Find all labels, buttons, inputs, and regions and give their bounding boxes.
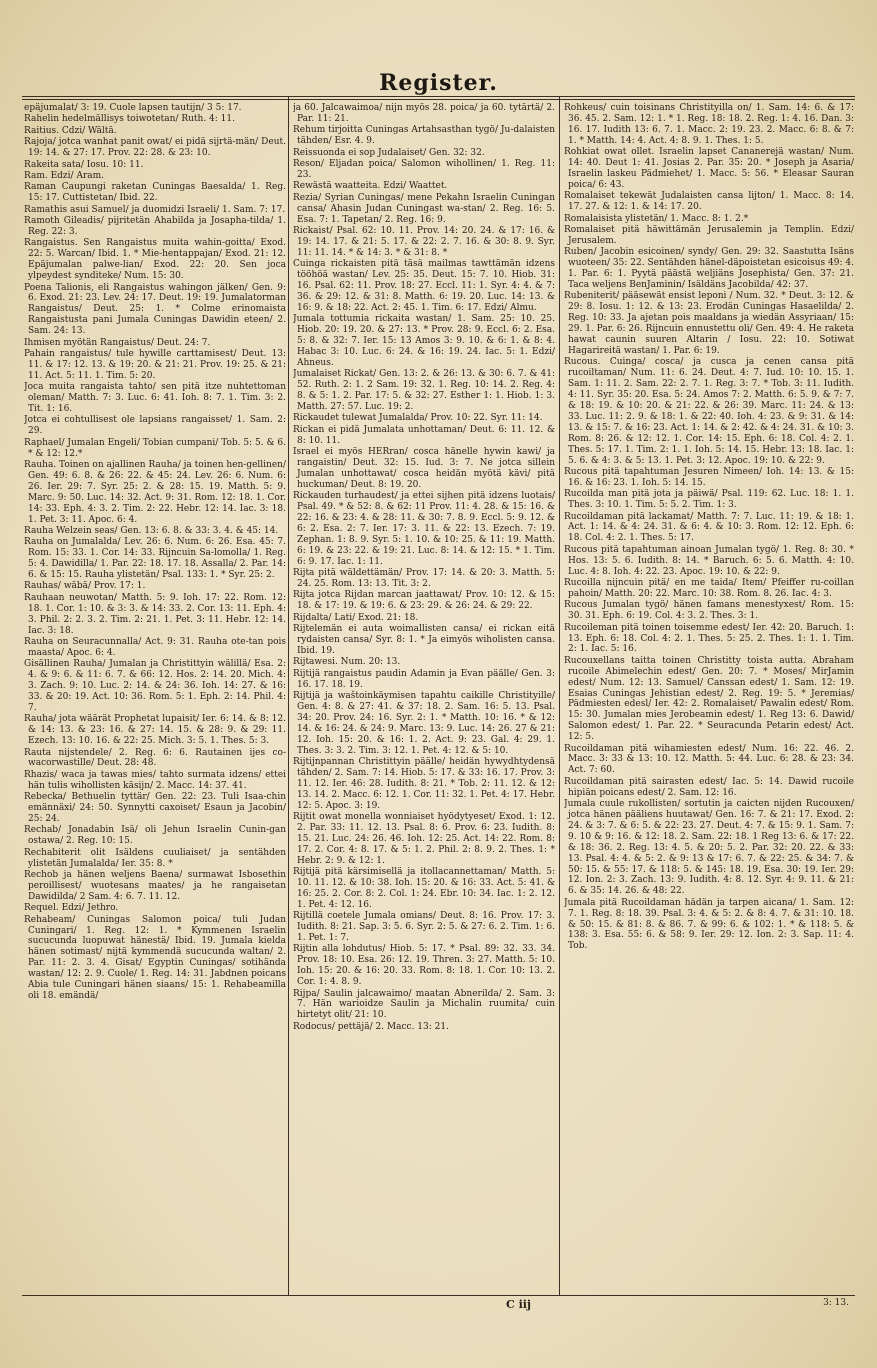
index-entry: Raitius. Cdzi/ Wältä.: [24, 125, 117, 136]
index-entry: Ramoth Gileadis/ pijritetän Ahabilda ja Josapha-tilda/ 1. Reg. 22: 3.: [24, 216, 286, 237]
index-entry: Rijtijä rangaistus paudin Adamin ja Evan päälle/ Gen. 3: 16. 17. 18. 19.: [293, 668, 555, 690]
index-entry: Rijtillä coetele Jumala omians/ Deut. 8: 16. Prov. 17: 3. Iudith. 8: 21. Sap. 3: 5. 6. Syr. 2: 5. & 27: 6. 2. Tim. 1: 6. 1. Pet. 1: 7.: [293, 911, 555, 943]
index-entry: Rucouxellans taitta toinen Christitty toista autta. Abraham rucoile Abimelechin edest/ Gen. 20: 7. * Moses/ MirJamin edest/ Num. 12: 13. Samuel/ Canssan edest/ 1. Sam. 12: 19. Esaias Cuningas Jehistian edest/ 2. Reg. 19: 5. * Jeremias/ Pädmiesten edesl/ Ier. 42: 2. Romalaiset/ Pawalin edest/ Rom. 15: 30. Jumalan mies Jerobeamin edest/ 1. Reg 13: 6. Dawid/ Salomon edest/ 1. Par. 22. * Seuracunda Petarin edest/ Act. 12: 5.: [564, 655, 854, 743]
index-entry: Rohkeus/ cuin toisinans Christityilla on/ 1. Sam. 14: 6. & 17: 36. 45. 2. Sam. 12: 1. * 1. Reg. 18: 18. 2. Reg. 1: 4. 16. Dan. 3: 16. 17. Iudith 13: 6. 7. 1. Macc. 2: 19. 23. 2. Macc. 6: 8. & 7: 1. * Matth. 14: 4. Act. 4: 8. 9. 1. Thes. 1: 5.: [564, 103, 854, 146]
index-entry: Raman Caupungi raketan Cuningas Baesalda/ 1. Reg. 15: 17. Cuttistetan/ Ibid. 22.: [24, 182, 286, 204]
index-entry: Rajoja/ jotca wanhat panit owat/ ei pidä sijrtä-män/ Deut. 19: 14. & 27: 17. Prov. 22: 28. & 23: 10.: [24, 137, 286, 159]
index-entry: Rijtit owat monella wonniaiset hyödytyeset/ Exod. 1: 12. 2. Par. 33: 11. 12. 13. Psal. 8: 6. Prov. 6: 23. Iudith. 8: 15. 21. Luc. 24: 26. 46. Ioh. 12: 25. Act. 14: 22. Rom. 8: 17. 2. Cor. 4: 8. 17. & 5: 1. 2. Phil. 2: 8. 9. 2. Thes. 1: * Hebr. 2: 9. & 12: 1.: [293, 812, 555, 866]
index-entry: Rakeita sata/ Iosu. 10: 11.: [24, 159, 144, 170]
index-entry: Rijtin alla lohdutus/ Hiob. 5: 17. * Psal. 89: 32. 33. 34. Prov. 18: 10. Esa. 26: 12. 19. Thren. 3: 27. Matth. 5: 10. Ioh. 15: 20. & 16: 20. 33. Rom. 8: 18. 1. Cor. 10: 13. 2. Cor. 1: 4. 8. 9.: [293, 944, 555, 988]
index-entry: Jumalaiset Rickat/ Gen. 13: 2. & 26: 13. & 30: 6. 7. & 41: 52. Ruth. 2: 1. 2 Sam. 19: 32. 1. Reg. 10: 14. 2. Reg. 4: 8. & 5: 1. 2. Par. 17: 5. & 32: 27. Esther 1: 1. Hiob. 1: 3. Matth. 27: 57. Luc. 19: 2.: [293, 369, 555, 412]
index-entry: Romalaisista ylistetän/ 1. Macc. 8: 1. 2.*: [564, 213, 749, 224]
index-entry: Rauha on Seuracunnalla/ Act. 9: 31. Rauha ote-tan pois maasta/ Apoc. 6: 4.: [24, 637, 286, 658]
index-entry: Gisällinen Rauha/ Jumalan ja Christittyin wälillä/ Esa. 2: 4. & 9: 6. & 11: 6. 7. & 66: 12. Hos. 2: 14. 20. Mich. 4: 3. Zach. 9: 10. Luc. 2: 14. & 24: 36. Ioh. 14: 27. & 16: 33. & 20: 19. Act. 10: 36. Rom. 5: 1. Eph. 2: 14. Phil. 4: 7.: [24, 659, 286, 713]
index-entry: Jumala tottumia rickaita wastan/ 1. Sam. 25: 10. 25. Hiob. 20: 19. 20. & 27: 13. * Prov. 28: 9. Eccl. 6: 2. Esa. 5: 8. & 32: 7. Ier. 15: 13 Amos 3: 9. 10. & 6: 1. & 8: 4. Habac 3: 10. Luc. 6: 24. & 16: 19. 24. Iac. 5: 1. Edzi/ Ahneus.: [293, 314, 555, 368]
index-entry: Rauha on Jumalalda/ Lev. 26: 6. Num. 6: 26. Esa. 45: 7. Rom. 15: 33. 1. Cor. 14: 33. Rijncuin Sa-lomolla/ 1. Reg. 5: 4. Dawidilla/ 1. Par. 22: 18. 17. 18. Assalla/ 2. Par. 14: 6. & 15: 15. Rauha ylistetän/ Psal. 133: 1. * Syr. 25: 2.: [24, 537, 286, 581]
index-column-1: [24, 103, 286, 1291]
index-column-3: [564, 103, 854, 1291]
index-entry: Rijtijnpannan Christittyin päälle/ heidän hywydhtydensä tähden/ 2. Sam. 7: 14. Hiob. 5: 17. & 33: 16. 17. Prov. 3: 11. 12. Ier. 46: 28. Iudith. 8: 21. * Tob. 2: 11. 12. & 12: 13. 14. 2. Macc. 6: 12. 1. Cor. 11: 32. 1. Pet. 4: 17. Hebr. 12: 5. Apoc. 3: 19.: [293, 756, 555, 811]
index-entry: Israel ei myös HERran/ cosca hänelle hywin kawi/ ja rangaistin/ Deut. 32: 15. Iud. 3: 7. Ne jotca sillein Jumalan unhottawat/ cosca heidän myötä kävi/ pitä huckuman/ Deut. 8: 19. 20.: [293, 447, 555, 490]
page-title: Register.: [379, 70, 498, 96]
index-entry: Rangaistus. Sen Rangaistus muita wahin-goitta/ Exod. 22: 5. Warcan/ Ibid. 1. * Mie-hentappajan/ Exod. 21: 12. Epäjumalan palwe-lian/ Exod. 22: 20. Sen joca ylpeydest synditeke/ Num. 15: 30.: [24, 238, 286, 282]
index-entry: Rucoileman pitä toinen toisemme edest/ Ier. 42: 20. Baruch. 1: 13. Eph. 6: 18. Col. 4: 2. 1. Thes. 5: 25. 2. Thes. 1: 1. 1. Tim. 2: 1. Iac. 5: 16.: [564, 622, 854, 655]
index-entry: Rucous pitä tapahtuman ainoan Jumalan tygö/ 1. Reg. 8: 30. * Hos. 13: 5. 6. Iudith. 8: 14. * Baruch. 6: 5. 6. Matth. 4: 10. Luc. 4: 8. Ioh. 4: 22. 23. Apoc. 19: 10. & 22: 9.: [564, 544, 854, 577]
column-divider: [559, 96, 560, 1295]
index-entry: Romalaiset tekewät Judalaisten cansa lijton/ 1. Macc. 8: 14. 17. 27. & 12: 1. & 14: 17. 20.: [564, 191, 854, 213]
index-entry: Rahelin hedelmällisys toiwotetan/ Ruth. 4: 11.: [24, 114, 235, 125]
index-entry: Rijtelemän ei auta woimallisten cansa/ ei rickan eitä rydaisten cansa/ Syr. 8: 1. * Ja eimyös wiholisten cansa. Ibid. 19.: [293, 624, 555, 656]
index-entry: Rucous pitä tapahtuman Jesuren Nimeen/ Ioh. 14: 13. & 15: 16. & 16: 23. 1. Ioh. 5: 14. 15.: [564, 466, 854, 488]
index-entry: Jumala cuule rukollisten/ sortutin ja caicten nijden Rucouxen/ jotca hänen pääliens huutawat/ Gen. 16: 7. & 21: 17. Exod. 2: 24. & 3: 7. & 6: 5. & 22: 23. 27. Deut. 4: 7. & 15: 9. 1. Sam. 7: 9. 10 & 9: 16. & 12: 18. 2. Sam. 22: 18. 1 Reg 13: 6. & 17: 22. & 18: 36. 2. Reg. 13: 4. 5. & 20: 5. 2. Par. 32: 20. 22. & 33: 13. Psal. 4: 4. & 5: 2. & 9: 13 & 17: 6. 7. & 22: 25. & 34: 7. & 50: 15. & 55: 17. & 118: 5. & 145: 18. 19. Esa. 30: 19. Ier. 29: 12. Ion. 2: 3. Zach. 13: 9. Iudith. 4: 8. 12. Syr. 4: 9. 11. & 21: 6. & 35: 14. 26. & 48: 22.: [564, 799, 854, 897]
index-entry: Ruben/ Jacobin esicoinen/ syndy/ Gen. 29: 32. Saastutta Isäns wuoteen/ 35: 22. Sentähden hänel-däpoistetan esicoisus 49: 4. 1. Par. 6: 1. Pyytä päästä weljiäns Josephista/ Gen. 37: 21. Taca weljens BenJaminin/ Isäldäns Jacobilda/ 42: 37.: [564, 247, 854, 290]
index-entry: Rodocus/ pettäjä/ 2. Macc. 13: 21.: [293, 1021, 449, 1032]
index-entry: Rauha Welzein seas/ Gen. 13: 6. 8. & 33: 3. 4. & 45: 14.: [24, 525, 279, 536]
index-entry: Rechabiterit olit Isäldens cuuliaiset/ ja sentähden ylistetän Jumalalda/ Ier. 35: 8. *: [24, 847, 286, 869]
index-entry: Cuinga rickaisten pitä täsä mailmas tawttämän idzens tööhöä wastan/ Lev. 25: 35. Deut. 15: 7. 10. Hiob. 31: 16. Psal. 62: 11. Prov. 18: 27. Eccl. 11: 1. Syr. 4: 4. & 7: 36. & 29: 12. & 31: 8. Matth. 6: 19. 20. Luc. 14: 13. & 16: 9. & 18: 22. Act. 2: 45. 1. Tim. 6: 17. Edzi/ Almu.: [293, 259, 555, 313]
index-entry: Romalaiset pitä häwittämän Jerusalemin ja Templin. Edzi/ Jerusalem.: [564, 224, 854, 246]
index-entry: Ihmisen myötän Rangaistus/ Deut. 24: 7.: [24, 337, 211, 348]
index-entry: Rickan ei pidä Jumalata unhottaman/ Deut. 6: 11. 12. & 8: 10. 11.: [293, 424, 555, 446]
index-entry: Poena Talionis, eli Rangaistus wahingon jälken/ Gen. 9: 6. Exod. 21: 23. Lev. 24: 17. Deut. 19: 19. Jumalatorman Rangaistus/ Deut. 25: 1. * Colme erinomaista Rangaistusta pani Jumala Cuningas Dawidin eteen/ 2. Sam. 24: 13.: [24, 282, 286, 337]
header-rule: [22, 96, 855, 97]
index-entry: Rucous Jumalan tygö/ hänen famans menestyxest/ Rom. 15: 30. 31. Eph. 6: 19. Col. 4: 3. 2. Thes. 3: 1.: [564, 600, 854, 622]
index-entry: Rauta nijstendele/ 2. Reg. 6: 6. Rautainen ijes co-wacorwastille/ Deut. 28: 48.: [24, 747, 286, 769]
footer-rule: [22, 1295, 855, 1296]
index-entry: Rickaudet tulewat Jumalalda/ Prov. 10: 22. Syr. 11: 14.: [293, 413, 543, 424]
index-entry: Rezia/ Syrian Cuningas/ mene Pekahn Israelin Cuningan cansa/ Ahasin Judan Cuningast wa-stan/ 2. Reg. 16: 5. Esa. 7: 1. Tapetan/ 2. Reg. 16: 9.: [293, 192, 555, 225]
index-entry: Rechab/ Jonadabin Isä/ oli Jehun Israelin Cunin-gan ostawa/ 2. Reg. 10: 15.: [24, 825, 286, 847]
index-entry: Rechob ja hänen weljens Baena/ surmawat Isbosethin peroillisest/ wuotesans maates/ ja he rangaisetan Dawidilda/ 2 Sam. 4: 6. 7. 11. 12.: [24, 870, 286, 902]
index-entry: Rohkiat owat ollet. Israelin lapset Cananerejä wastan/ Num. 14: 40. Deut 1: 41. Josias 2. Par. 35: 20. * Joseph ja Asaria/ Israelin laskeu Pädmiehet/ 1. Macc. 5: 56. * Eleasar Sauran poica/ 6: 43.: [564, 147, 854, 190]
index-entry: Joca muita rangaista tahto/ sen pitä itze nuhtettoman oleman/ Matth. 7: 3. Luc. 6: 41. Ioh. 8: 7. 1. Tim. 3: 2. Tit. 1: 16.: [24, 382, 286, 414]
page-footer: [22, 1298, 855, 1314]
index-entry: Rucoildaman pitä sairasten edest/ Iac. 5: 14. Dawid rucoile hipiän poicans edest/ 2. Sam. 12: 16.: [564, 776, 854, 798]
index-entry: Rickauden turhaudest/ ja ettei sijhen pitä idzens luotais/ Psal. 49. * & 52: 8. & 62: 11 Prov. 11: 4. 28. & 15: 16. & 22: 16. & 23: 4. & 28: 11. & 30: 7. 8. 9. Eccl. 5: 9. 12. & 6: 2. Esa. 2: 7. Ier. 17: 3. 11. & 22: 13. Ezech. 7: 19. Zephan. 1: 8. 9. Syr. 5: 1. 10. & 10: 25. & 11: 19. Matth. 6: 19. & 23: 22. & 19: 21. Luc. 8: 14. & 12: 15. * 1. Tim. 6: 9. 17. Iac. 1: 11.: [293, 491, 555, 567]
index-entry: Rijdalta/ Lati/ Exod. 21: 18.: [293, 612, 419, 623]
index-entry: Requel. Edzi/ Jethro.: [24, 903, 119, 914]
index-entry: Rehabeam/ Cuningas Salomon poica/ tuli Judan Cuningari/ 1. Reg. 12: 1. * Kymmenen Israelin sucucunda luopuwat hänestä/ Ibid. 19. Jumala kielda hänen sotimast/ nijtä kymmendä sucucunda waltan/ 2. Par. 11: 2. 3. 4. Gisat/ Egyptin Cuningas/ sotihända wastan/ 12: 2. 9. Cuole/ 1. Reg. 14: 31. Jabdnen poicans Abia tule Cuningari hänen siaans/ 15: 1. Rehabeamilla oli 18. emändä/: [24, 914, 286, 1001]
index-entry: Rhazis/ waca ja tawas mies/ tahto surmata idzens/ ettei hän tulis wihollisten käsijn/ 2. Macc. 14: 37. 41.: [24, 769, 286, 791]
column-divider: [288, 96, 289, 1295]
index-entry: Rauhaan neuwotan/ Matth. 5: 9. Ioh. 17: 22. Rom. 12: 18. 1. Cor. 1: 10. & 3: 3. & 14: 33. 2. Cor. 13: 11. Eph. 4: 3. Phil. 2: 2. 3. 2. Tim. 2: 21. 1. Pet. 3: 11. Hebr. 12: 14. Iac. 3: 18.: [24, 592, 286, 636]
index-entry: Rucoildaman pitä wihamiesten edest/ Num. 16: 22. 46. 2. Macc. 3: 33 & 13: 10. 12. Matth. 5: 44. Luc. 6: 28. & 23: 34. Act. 7: 60.: [564, 743, 854, 776]
index-column-2: [293, 103, 555, 1291]
index-entry: Rehum tirjoitta Cuningas Artahsasthan tygö/ Ju-dalaisten tähden/ Esr. 4. 9.: [293, 125, 555, 147]
index-entry: Rucoilda man pitä jota ja päiwä/ Psal. 119: 62. Luc. 18: 1. 1. Thes. 3: 10. 1. Tim. 5: 5. 2. Tim. 1: 3.: [564, 489, 854, 511]
index-entry: Raphael/ Jumalan Engeli/ Tobian cumpani/ Tob. 5: 5. & 6. * & 12: 12.*: [24, 437, 286, 459]
index-entry: Ramathis asui Samuel/ ja duomidzi Israeli/ 1. Sam. 7: 17.: [24, 204, 286, 215]
index-entry: ja 60. Jalcawaimoa/ nijn myös 28. poica/ ja 60. tytärtä/ 2. Par. 11: 21.: [293, 103, 555, 124]
index-entry: Rucoildaman pitä lackamat/ Matth. 7: 7. Luc. 11: 19. & 18: 1. Act. 1: 14. & 4: 24. 31. & 6: 4. & 10: 3. Rom. 12: 12. Eph. 6: 18. Col. 4: 2. 1. Thes. 5: 17.: [564, 511, 854, 544]
index-entry: Rijtijä pitä kärsimisellä ja itollacannettaman/ Matth. 5: 10. 11. 12. & 10: 38. Ioh. 15: 20. & 16: 33. Act. 5: 41. & 16: 25. 2. Cor. 8: 2. Col. 1: 24. Ebr. 10: 34. Iac. 1: 2. 12. 1. Pet. 4: 12. 16.: [293, 867, 555, 910]
signature-mark: C iij: [506, 1298, 531, 1311]
index-entry: Rauhas/ wäbä/ Prov. 17: 1.: [24, 581, 146, 592]
index-entry: Rewästä waatteita. Edzi/ Waattet.: [293, 181, 448, 192]
index-entry: Rijpa/ Saulin jalcawaimo/ maatan Abnerilda/ 2. Sam. 3: 7. Hän warioidze Saulin ja Michalin ruumita/ cuin hirtetyt olit/ 21: 10.: [293, 988, 555, 1021]
index-entry: Jumala pitä Rucoildaman hädän ja tarpen aicana/ 1. Sam. 12: 7. 1. Reg. 8: 18. 39. Psal. 3: 4. & 5: 2. & 8: 4. 7. & 31: 10. 18. & 50: 15. & 81: 8. & 86. 7. & 99: 6. & 102: 1. * & 118: 5. & 138: 3. Esa. 55: 6. & 58: 9. Ier. 29: 12. Ion. 2: 3. Sap. 11: 4. Tob.: [564, 897, 854, 952]
index-entry: Rijta pitä wäldettämän/ Prov. 17: 14. & 20: 3. Matth. 5: 24. 25. Rom. 13: 13. Tit. 3: 2.: [293, 568, 555, 589]
index-entry: Ram. Edzi/ Aram.: [24, 170, 105, 181]
index-entry: Rickaist/ Psal. 62: 10. 11. Prov. 14: 20. 24. & 17: 16. & 19: 14. 17. & 21: 5. 17. & 22: 2. 7. 16. & 30: 8. 9. Syr. 11: 11. 14. * & 14: 3. * & 31: 8. *: [293, 225, 555, 258]
index-entry: Pahain rangaistus/ tule hywille carttamisest/ Deut. 13: 11. & 17: 12. 13. & 19: 20. & 21: 21. Prov. 19: 25. & 21: 11. Act. 5: 11. 1. Tim. 5: 20.: [24, 348, 286, 381]
index-entry: Rijtijä ja waštoinkäymisen tapahtu caikille Christityille/ Gen. 4: 8. & 27: 41. & 37: 18. 2. Sam. 16: 5. 13. Psal. 34: 20. Prov. 24: 16. Syr. 2: 1. * Matth. 10: 16. * & 12: 14. & 16: 24. & 24: 9. Marc. 13: 9. Luc. 14: 26. 27 & 21: 12. Ioh. 15: 20. & 16: 1. 2. Act. 9: 23. Gal. 4: 29. 1. Thes. 3: 3. 2. Tim. 3: 12. 1. Pet. 4: 12. & 5: 10.: [293, 691, 555, 756]
catchword: 3: 13.: [823, 1298, 849, 1308]
index-entry: Rucoilla nijncuin pitä/ en me taida/ Item/ Pfeiffer ru-coillan pahoin/ Matth. 20: 22. Marc. 10: 38. Rom. 8. 26. Iac. 4: 3.: [564, 577, 854, 599]
index-entry: Rebecka/ Bethuelin tyttär/ Gen. 22: 23. Tuli Isaa-chin emännäxi/ 24: 50. Synnytti caxoiset/ Esaun ja Jacobin/ 25: 24.: [24, 792, 286, 824]
index-entry: Rubeniterit/ pääsewät ensist leponi / Num. 32. * Deut. 3: 12. & 29: 8. Iosu. 1: 12. & 13: 23. Erodän Cuningas Hasaelilda/ 2. Reg. 10: 33. Ja ajetan pois maaldans ja wiedän Assyriaan/ 15: 29. 1. Par. 6: 26. Rijncuin ennustettu oli/ Gen. 49: 4. He raketa hawat caunin suuren Altarin / Iosu. 22: 10. Sotiwat Hagarireitä wastan/ 1. Par. 6: 19.: [564, 291, 854, 356]
index-entry: Reissuonda ei sop Judalaiset/ Gen. 32: 32.: [293, 147, 485, 158]
index-entry: Rauha. Toinen on ajallinen Rauha/ ja toinen hen-gellinen/ Gen. 49: 6. 8. & 26: 22. & 45: 24. Lev. 26: 6. Num. 6: 26. Ier. 29: 7. Syr. 25: 2. & 28: 15. 19. Matth. 5: 9. Marc. 9: 50. Luc. 14: 32. Act. 9: 31. Rom. 12: 18. 1. Cor. 14: 33. Eph. 4: 3. 2. Tim. 2: 22. Hebr. 12: 14. Iac. 3: 18. 1. Pet. 3: 11. Apoc. 6: 4.: [24, 460, 286, 525]
index-entry: Rijta jotca Rijdan marcan jaattawat/ Prov. 10: 12. & 15: 18. & 17: 19. & 19: 6. & 23: 29. & 26: 24. & 29: 22.: [293, 590, 555, 612]
header-rule-double: [22, 99, 855, 100]
index-entry: Rijtawesi. Num. 20: 13.: [293, 657, 401, 668]
index-entry: Rauha/ jota wäärät Prophetat lupaisit/ Ier. 6: 14. & 8: 12. & 14: 13. & 23: 16. & 27: 14. 15. & 28: 9. & 29: 11. Ezech. 13: 10. 16. & 22: 25. Mich. 3: 5. 1. Thes. 5: 3.: [24, 714, 286, 747]
index-entry: Reson/ Eljadan poica/ Salomon wihollinen/ 1. Reg. 11: 23.: [293, 159, 555, 180]
index-entry: Jotca ei cohtullisest ole lapsians rangaisset/ 1. Sam. 2: 29.: [24, 415, 286, 437]
index-entry: epäjumalat/ 3: 19. Cuole lapsen tautijn/ 3 5: 17.: [24, 103, 242, 113]
index-entry: Rucous. Cuinga/ cosca/ ja cusca ja cenen cansa pitä rucoiltaman/ Num. 11: 6. 24. Deut. 4: 7. Iud. 10: 10. 15. 1. Sam. 1: 11. 2. Sam. 22: 2. 7. 1. Reg. 3: 7. * Tob. 3: 11. Iudith. 4: 11. Syr. 35: 20. Esa. 5: 24. Amos 7: 2. Matth. 6: 5. 9. & 7: 7. & 18: 19. & 10: 20. & 21: 22. & 26: 39. Marc. 11: 24. & 13: 33. Luc. 11: 2. 9. & 18: 1. & 22: 40. Ioh. 4: 23. & 9: 31. & 14: 13. & 15: 7. & 16: 23. Act. 1: 14. & 2: 42. & 4: 24. 31. & 10: 3. Rom. 8: 26. & 12: 12. 1. Cor. 14: 15. Eph. 6: 18. Col. 4: 2. 1. Thes. 5: 17. 1. Tim. 2: 1. 1. Ioh. 5: 14. 15. Hebr. 13: 18. Iac. 1: 5. 6. & 4: 3. & 5: 13. 1. Pet. 3: 12. Apoc. 19: 10. & 22: 9.: [564, 357, 854, 466]
